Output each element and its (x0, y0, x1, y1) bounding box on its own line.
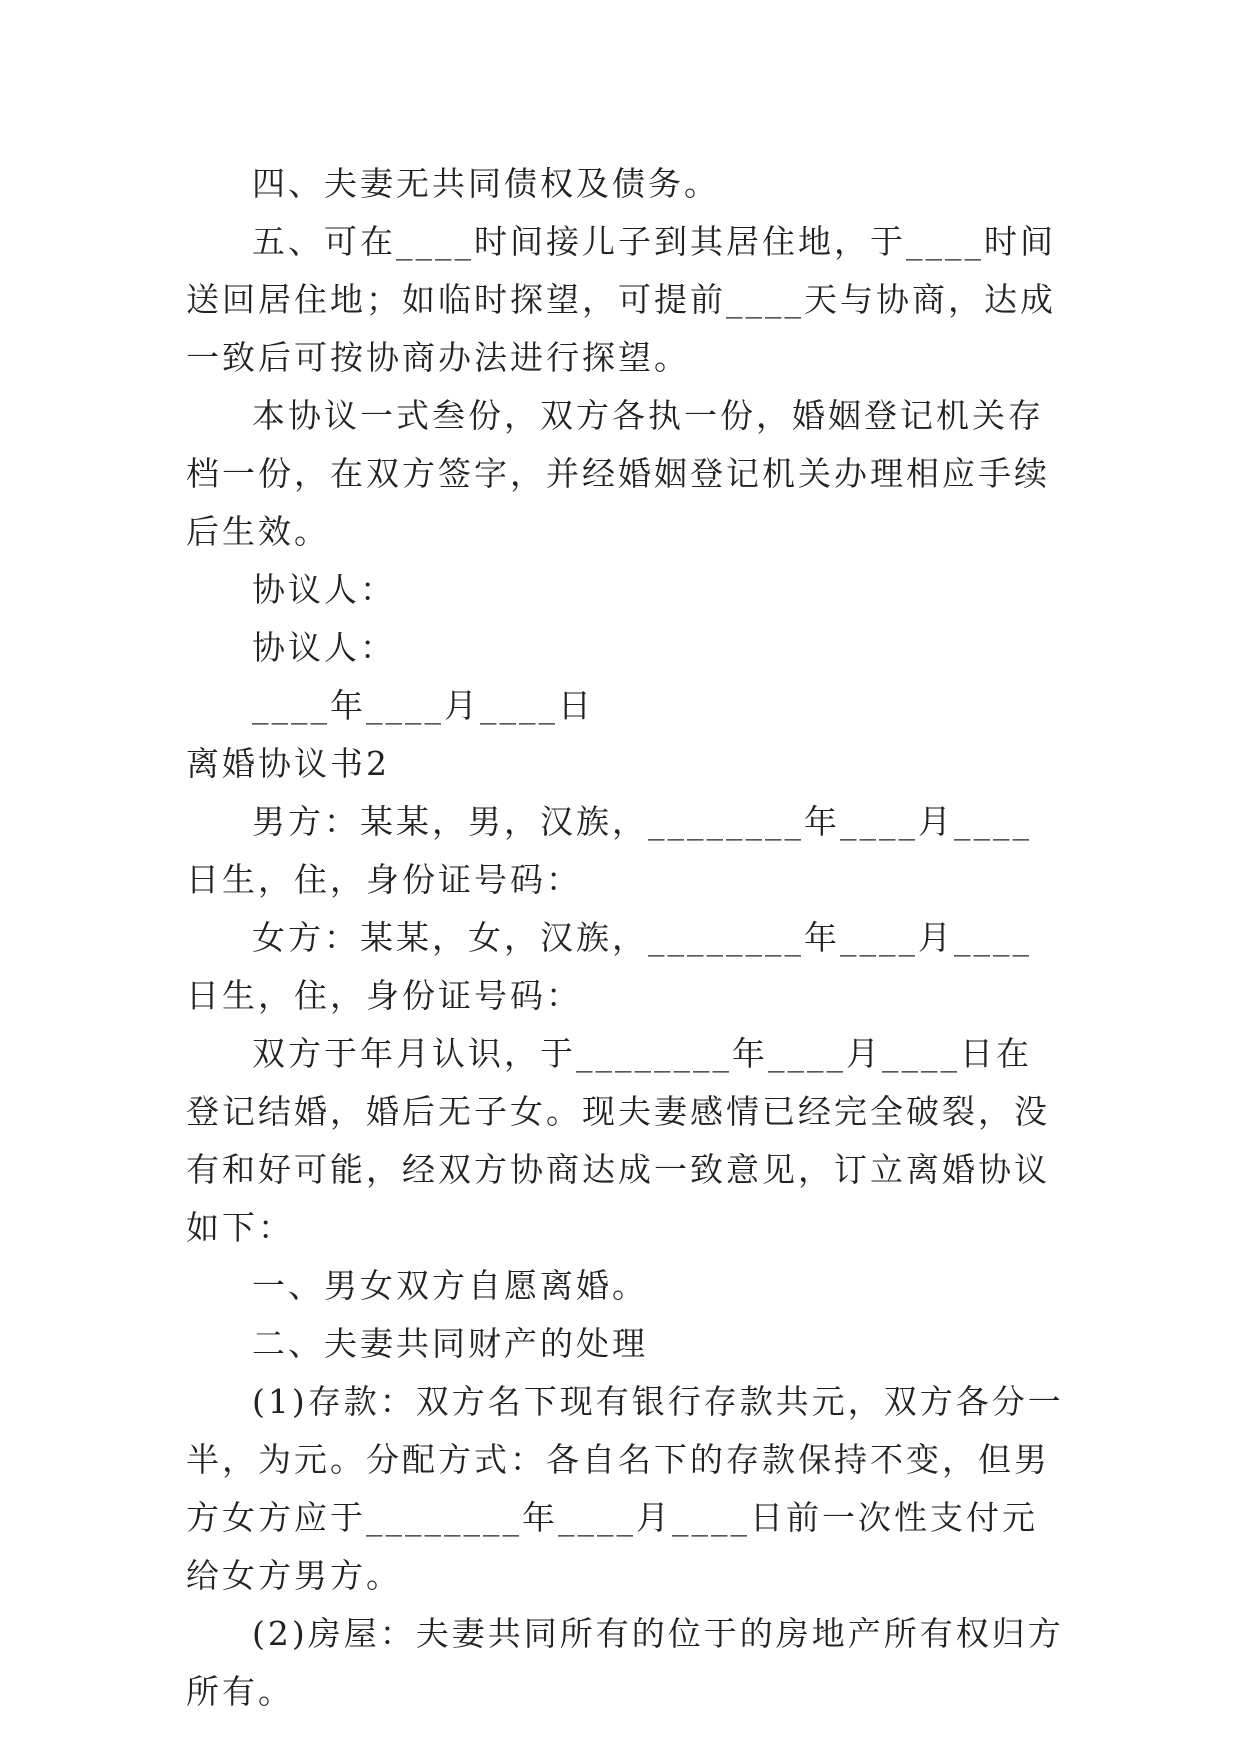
paragraph-background: 双方于年月认识，于________年____月____日在登记结婚，婚后无子女。现夫妻感情已经完全破裂，没有和好可能，经双方协商达成一致意见，订立离婚协议如下： (186, 1034, 1050, 1247)
section-title: 离婚协议书2 (186, 744, 390, 783)
document-body (186, 155, 1066, 1721)
signatory-line: 协议人： (252, 628, 396, 667)
paragraph-visitation: 五、可在____时间接儿子到其居住地，于____时间送回居住地；如临时探望，可提前____天与协商，达成一致后可按协商办法进行探望。 (186, 222, 1056, 377)
paragraph-house: (2)房屋：夫妻共同所有的位于的房地产所有权归方所有。 (186, 1614, 1064, 1711)
paragraph-savings: (1)存款：双方名下现有银行存款共元，双方各分一半，为元。分配方式：各自名下的存款保持不变，但男方女方应于________年____月____日前一次性支付元给女方男方。 (186, 1382, 1064, 1595)
paragraph-male-party: 男方：某某，男，汉族，________年____月____日生，住，身份证号码： (186, 802, 1032, 899)
paragraph-copies: 本协议一式叁份，双方各执一份，婚姻登记机关存档一份，在双方签字，并经婚姻登记机关办理相应手续后生效。 (186, 396, 1050, 551)
date-line: ____年____月____日 (252, 686, 594, 725)
paragraph-female-party: 女方：某某，女，汉族，________年____月____日生，住，身份证号码： (186, 918, 1032, 1015)
paragraph-clause-1: 一、男女双方自愿离婚。 (252, 1266, 648, 1305)
paragraph-clause-2: 二、夫妻共同财产的处理 (252, 1324, 648, 1363)
paragraph-debt: 四、夫妻无共同债权及债务。 (252, 164, 720, 203)
signatory-line: 协议人： (252, 570, 396, 609)
